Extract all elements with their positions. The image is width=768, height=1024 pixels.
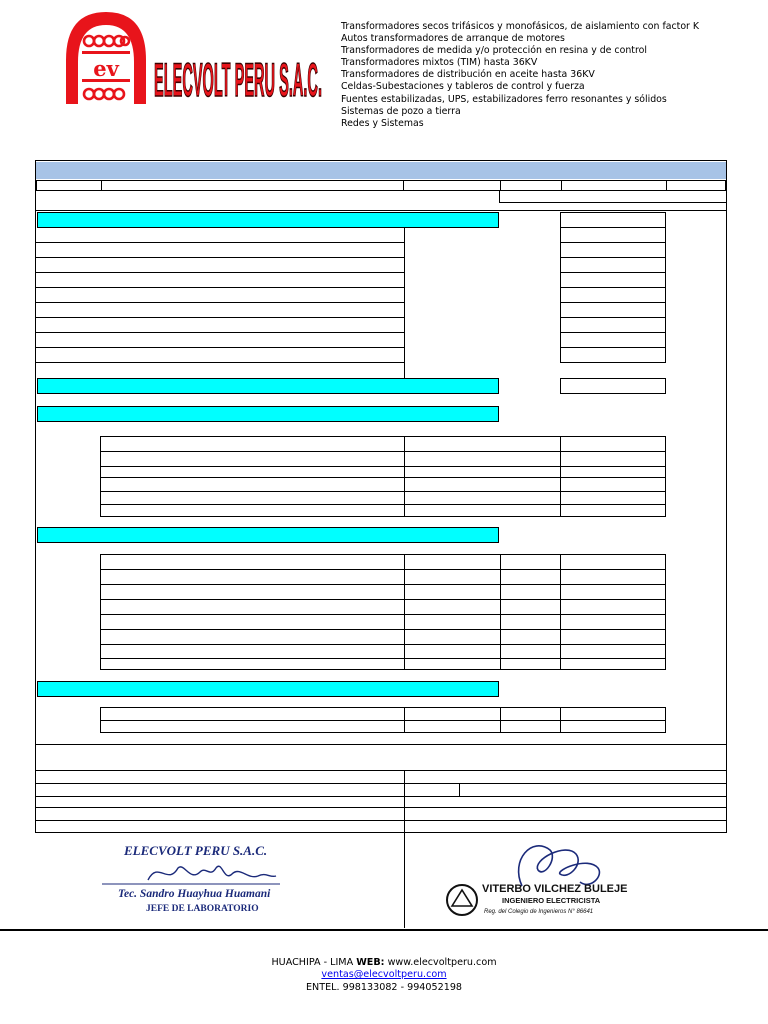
section-header-2 [37, 378, 499, 394]
section-5-table [100, 707, 666, 733]
signature-stamp-right [440, 830, 640, 920]
engineer-name: VITERBO VILCHEZ BULEJE [482, 883, 628, 895]
services-list [341, 21, 699, 130]
footer [0, 957, 768, 994]
section-4-table [100, 554, 666, 670]
service-item: Sistemas de pozo a tierra [341, 105, 461, 117]
footer-phones-label: ENTEL. [305, 981, 340, 993]
section-header-5 [37, 681, 499, 697]
section-header-1 [37, 212, 499, 228]
form-title-bar [36, 162, 726, 179]
footer-divider [0, 929, 768, 931]
section-1-table [36, 228, 405, 378]
footer-email-link[interactable]: ventas@elecvoltperu.com [321, 969, 447, 981]
service-item: Transformadores mixtos (TIM) hasta 36KV [341, 57, 538, 69]
section-header-3 [37, 406, 499, 422]
section-header-4 [37, 527, 499, 543]
stamp-company: ELECVOLT PERU S.A.C. [124, 843, 268, 858]
footer-location: HUACHIPA - LIMA [271, 957, 354, 968]
footer-phones: 998133082 - 994052198 [342, 981, 463, 993]
service-item: Transformadores de distribución en aceite hasta 36KV [341, 69, 595, 81]
service-item: Transformadores secos trifásicos y monofásicos, de aislamiento con factor K [341, 21, 700, 32]
service-item: Celdas-Subestaciones y tableros de control y fuerza [341, 81, 585, 93]
engineer-registry: Reg. del Colegio de Ingenieros N° 86641 [484, 909, 594, 915]
header-info-subcell [499, 191, 726, 203]
company-name: ELECVOLT PERU S.A.C. [154, 54, 322, 107]
signature-stamp-left [98, 838, 288, 918]
section-1-values [560, 212, 666, 363]
section-2-value [560, 378, 666, 394]
stamp-title: JEFE DE LABORATORIO [146, 904, 259, 914]
logo-ev-text: ev [93, 56, 119, 81]
bottom-grid [36, 770, 726, 833]
service-item: Transformadores de medida y/o protección en resina y de control [341, 45, 647, 57]
service-item: Autos transformadores de arranque de motores [341, 33, 565, 45]
stamp-name: Tec. Sandro Huayhua Huamani [118, 888, 271, 900]
engineer-title: INGENIERO ELECTRICISTA [502, 896, 601, 905]
footer-web-label: WEB: [356, 957, 385, 968]
service-item: Fuentes estabilizadas, UPS, estabilizadores ferro resonantes y sólidos [341, 93, 667, 105]
company-logo [58, 8, 333, 108]
service-item: Redes y Sistemas [341, 117, 424, 129]
footer-web[interactable]: www.elecvoltperu.com [387, 957, 497, 968]
section-3-table [100, 436, 666, 517]
header-info-row [36, 180, 726, 191]
